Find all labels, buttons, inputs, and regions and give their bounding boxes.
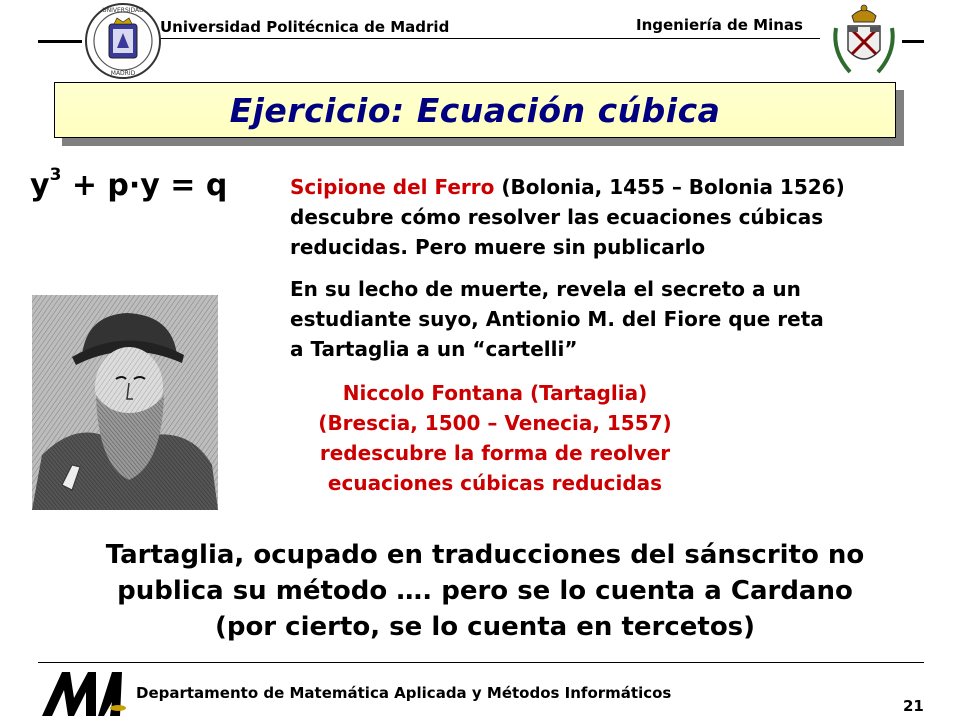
header-rule-center xyxy=(160,38,820,39)
ferro-dates: (Bolonia, 1455 – Bolonia 1526) xyxy=(494,175,845,199)
equation-exponent: 3 xyxy=(49,165,62,185)
ferro-line-2: descubre cómo resolver las ecuaciones cúbicas xyxy=(290,205,824,229)
fiore-line-1: En su lecho de muerte, revela el secreto a un xyxy=(290,277,801,301)
tartaglia-line-3: redescubre la forma de reolver xyxy=(319,441,671,465)
tartaglia-line-1: Niccolo Fontana (Tartaglia) xyxy=(342,381,648,405)
header-rule-right xyxy=(902,40,924,43)
title-box xyxy=(54,82,896,138)
school-name: Ingeniería de Minas xyxy=(636,16,803,34)
header-rule-left xyxy=(38,40,82,43)
ferro-name: Scipione del Ferro xyxy=(290,175,495,199)
department-logo xyxy=(40,666,130,718)
department-name: Departamento de Matemática Aplicada y Métodos Informáticos xyxy=(136,684,672,702)
fiore-line-3: a Tartaglia a un “cartelli” xyxy=(290,337,578,361)
slide-title: Ejercicio: Ecuación cúbica xyxy=(229,90,721,130)
svg-text:UNIVERSIDAD: UNIVERSIDAD xyxy=(102,7,144,14)
school-crest-logo xyxy=(828,2,900,82)
cubic-equation xyxy=(30,165,228,203)
equation-base: y xyxy=(30,168,50,203)
equation-rest: + p·y = q xyxy=(61,168,228,203)
ferro-line-1 xyxy=(290,172,845,202)
ferro-paragraph xyxy=(290,172,845,262)
ferro-line-3: reducidas. Pero muere sin publicarlo xyxy=(290,235,706,259)
university-seal-logo xyxy=(84,2,162,80)
footer-rule xyxy=(38,662,924,663)
university-name: Universidad Politécnica de Madrid xyxy=(160,18,450,36)
page-number: 21 xyxy=(903,697,924,715)
conclusion-line-3: (por cierto, se lo cuenta en tercetos) xyxy=(214,612,756,642)
conclusion-line-1: Tartaglia, ocupado en traducciones del sánscrito no xyxy=(105,540,865,570)
tartaglia-line-4: ecuaciones cúbicas reducidas xyxy=(327,471,663,495)
svg-text:MADRID: MADRID xyxy=(110,70,136,77)
tartaglia-line-2: (Brescia, 1500 – Venecia, 1557) xyxy=(318,411,672,435)
tartaglia-paragraph xyxy=(270,378,720,498)
fiore-line-2: estudiante suyo, Antionio M. del Fiore que reta xyxy=(290,307,824,331)
conclusion-line-2: publica su método …. pero se lo cuenta a Cardano xyxy=(117,576,853,606)
conclusion-paragraph xyxy=(60,537,910,645)
fiore-paragraph xyxy=(290,274,824,364)
tartaglia-portrait-image xyxy=(32,295,218,510)
